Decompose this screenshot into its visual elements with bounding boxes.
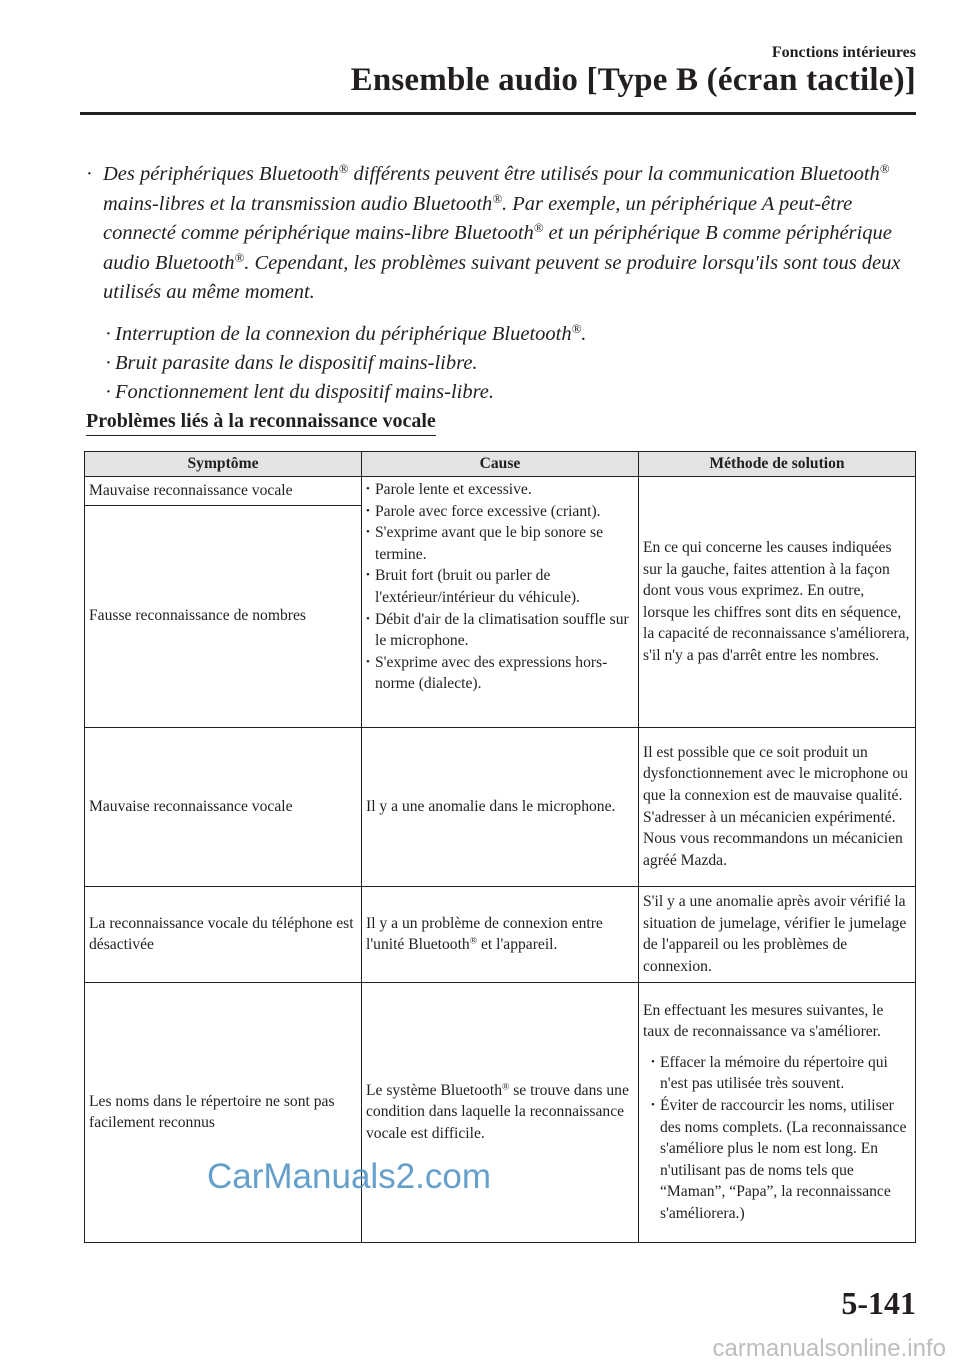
symptom-cell: Mauvaise reconnaissance vocale xyxy=(85,477,362,506)
cause-cell xyxy=(362,477,639,728)
symptom-cell: Mauvaise reconnaissance vocale xyxy=(85,727,362,886)
table-header-row xyxy=(85,452,916,477)
cause-item: • Débit d'air de la climatisation souffle sur le microphone. xyxy=(366,609,634,652)
cause-item: • Bruit fort (bruit ou parler de l'extérieur/intérieur du véhicule). xyxy=(366,565,634,608)
intro-text: Des périphériques Bluetooth® différents peuvent être utilisés pour la communication Bluetooth® mains-libres et la transmission audio Bluetooth®. Par exemple, un périphérique A peut-être connecté comme périphérique mains-libre Bluetooth® et un périphérique B comme périphérique audio Bluetooth®. Cependant, les problèmes suivant peuvent se produire lorsqu'ils sont tous deux utilisés au même moment. xyxy=(103,162,901,303)
footer-watermark: carmanualsonline.info xyxy=(712,1335,946,1362)
solution-intro: En effectuant les mesures suivantes, le taux de reconnaissance va s'améliorer. xyxy=(643,1001,884,1041)
cause-cell: Il y a un problème de connexion entre l'unité Bluetooth® et l'appareil. xyxy=(362,886,639,982)
section-label: Fonctions intérieures xyxy=(771,44,916,61)
watermark: CarManuals2.com xyxy=(207,1157,491,1196)
solution-cell: En ce qui concerne les causes indiquées sur la gauche, faites attention à la façon dont vous vous exprimez. En outre, lorsque les chiffres sont dits en séquence, la capacité de reconnaissance s'améliorera, s'il n'y a pas d'arrêt entre les nombres. xyxy=(639,477,916,728)
solution-cell: S'il y a une anomalie après avoir vérifié la situation de jumelage, vérifier le jumelage de l'appareil ou les problèmes de connexion. xyxy=(639,886,916,982)
symptom-cell: Les noms dans le répertoire ne sont pas facilement reconnus xyxy=(85,982,362,1242)
header-symptom: Symptôme xyxy=(85,452,362,477)
symptom-cell: Fausse reconnaissance de nombres xyxy=(85,505,362,727)
table-row xyxy=(85,886,916,982)
cause-item: • S'exprime avant que le bip sonore se termine. xyxy=(366,522,634,565)
page-number: 5-141 xyxy=(841,1285,916,1321)
cause-item: • Parole lente et excessive. xyxy=(366,479,634,501)
list-item: · Interruption de la connexion du périphérique Bluetooth®. xyxy=(105,321,587,345)
symptom-cell: La reconnaissance vocale du téléphone est désactivée xyxy=(85,886,362,982)
list-item: · Bruit parasite dans le dispositif mains-libre. xyxy=(105,351,478,374)
solution-cell xyxy=(639,982,916,1242)
header-rule xyxy=(80,112,916,115)
sub-list xyxy=(105,320,916,407)
table-row xyxy=(85,727,916,886)
solution-item: • Éviter de raccourcir les noms, utiliser des noms complets. (La reconnaissance s'améliore plus le nom est long. En n'utilisant pas de noms tels que “Maman”, “Papa”, la reconnaissance s'améliorera.) xyxy=(651,1095,911,1225)
bullet-dot: · xyxy=(86,163,93,185)
header-cause: Cause xyxy=(362,452,639,477)
header-solution: Méthode de solution xyxy=(639,452,916,477)
cause-item: • S'exprime avec des expressions hors-norme (dialecte). xyxy=(366,652,634,695)
page-title: Ensemble audio [Type B (écran tactile)] xyxy=(350,62,916,98)
table-row xyxy=(85,982,916,1242)
list-item: · Fonctionnement lent du dispositif mains-libre. xyxy=(105,380,495,403)
cause-item: • Parole avec force excessive (criant). xyxy=(366,501,634,523)
intro-paragraph xyxy=(86,160,916,308)
cause-cell: Il y a une anomalie dans le microphone. xyxy=(362,727,639,886)
solution-item: • Effacer la mémoire du répertoire qui n'est pas utilisée très souvent. xyxy=(651,1052,911,1095)
section-heading: Problèmes liés à la reconnaissance vocale xyxy=(86,410,436,436)
intro-block xyxy=(86,160,916,407)
cause-cell: Le système Bluetooth® se trouve dans une condition dans laquelle la reconnaissance vocale est difficile. xyxy=(362,982,639,1242)
voice-recognition-table xyxy=(84,451,916,1243)
table-row xyxy=(85,477,916,506)
solution-cell: Il est possible que ce soit produit un dysfonctionnement avec le microphone ou que la connexion est de mauvaise qualité. S'adresser à un mécanicien expérimenté. Nous vous recommandons un mécanicien agréé Mazda. xyxy=(639,727,916,886)
